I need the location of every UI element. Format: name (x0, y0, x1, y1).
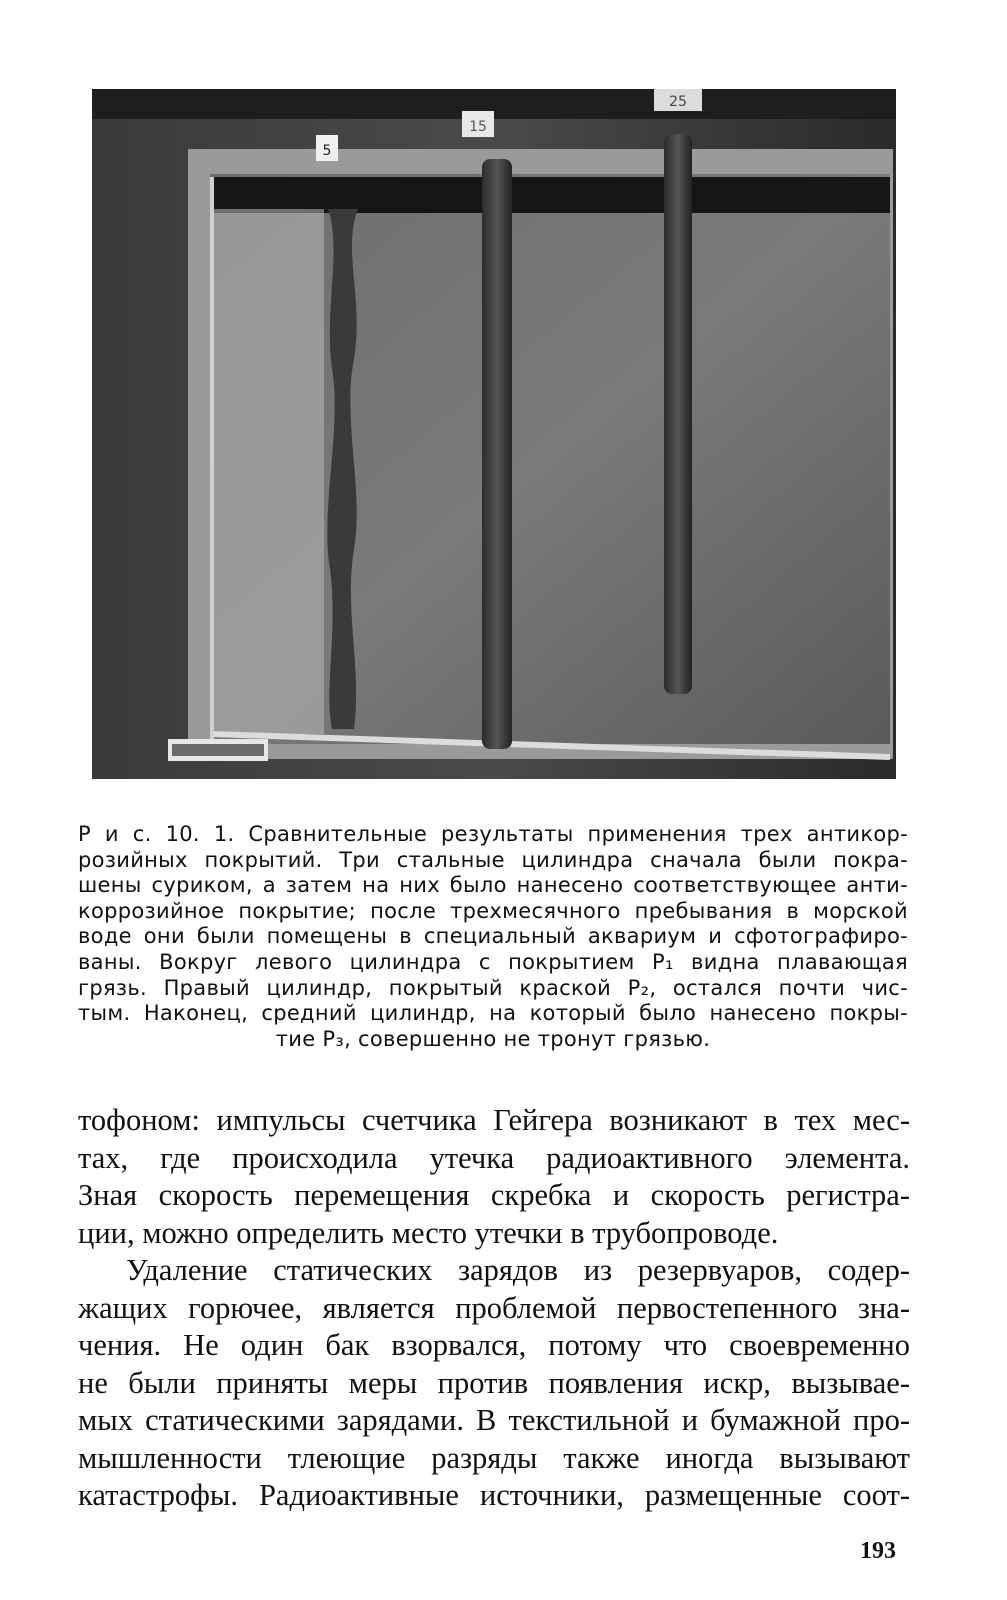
body-line: мых статическими зарядами. В текстильной и бумажной про- (78, 1403, 910, 1437)
body-line: чения. Не один бак взорвался, потому что своевременно (78, 1328, 910, 1362)
body-line: тофоном: импульсы счетчика Гейгера возникают в тех мес- (78, 1103, 910, 1137)
body-line: Зная скорость перемещения скребка и скорость регистра- (78, 1178, 910, 1212)
figure-caption (78, 822, 908, 1052)
label-15: 15 (469, 119, 487, 135)
aquarium-photo (92, 89, 896, 779)
label-5: 5 (322, 143, 332, 159)
body-line: Удаление статических зарядов из резервуаров, содер- (126, 1253, 910, 1287)
caption-line: розийных покрытий. Три стальные цилиндра сначала были покра- (78, 847, 908, 872)
caption-line: Р и с. 10. 1. Сравнительные результаты применения трех антикор- (78, 822, 908, 846)
page-number: 193 (860, 1538, 896, 1564)
label-25: 25 (669, 94, 687, 110)
caption-line: грязь. Правый цилиндр, покрытый краской P₂, остался почти чис- (78, 975, 908, 1000)
caption-line: воде они были помещены в специальный аквариум и сфотографиро- (78, 924, 908, 949)
caption-line: ваны. Вокруг левого цилиндра с покрытием P₁ видна плавающая (78, 949, 908, 974)
caption-line: тым. Наконец, средний цилиндр, на который было нанесено покры- (78, 1001, 908, 1026)
caption-line: тие P₃, совершенно не тронут грязью. (275, 1026, 711, 1051)
caption-line: шены суриком, а затем на них было нанесено соответствующее анти- (78, 873, 908, 898)
body-line: тах, где происходила утечка радиоактивного элемента. (78, 1140, 910, 1175)
body-line: не были приняты меры против появления искр, вызывае- (78, 1365, 910, 1400)
body-line: ции, можно определить место утечки в трубопроводе. (78, 1215, 779, 1250)
body-text (78, 1102, 910, 1515)
body-line: жащих горючее, является проблемой первостепенного зна- (78, 1290, 910, 1325)
body-line: мышленности тлеющие разряды также иногда вызывают (78, 1440, 910, 1475)
caption-line: коррозийное покрытие; после трехмесячного пребывания в морской (78, 898, 908, 923)
body-line: катастрофы. Радиоактивные источники, размещенные соот- (78, 1478, 910, 1512)
